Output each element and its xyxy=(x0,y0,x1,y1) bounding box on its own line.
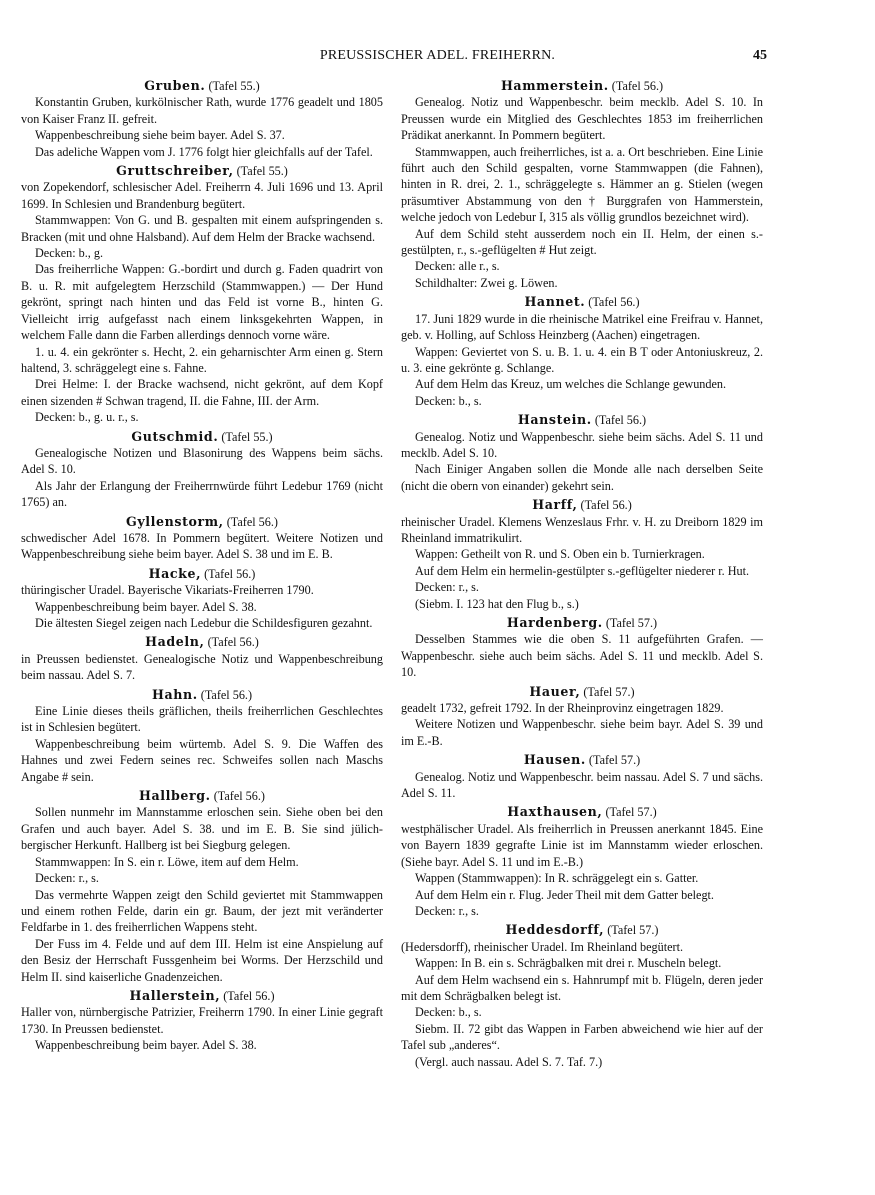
entry xyxy=(21,514,383,563)
entry-paragraph: Wappen (Stammwappen): In R. schräggelegt ein s. Gatter. xyxy=(415,871,699,886)
tafel-reference: (Tafel 56.) xyxy=(200,687,253,702)
tafel-reference: (Tafel 56.) xyxy=(588,295,640,310)
entry-paragraph: 1. u. 4. ein gekrönter s. Hecht, 2. ein geharnischter Arm einen g. Stern haltend, 3. schräggelegt eine s. Fahne. xyxy=(21,344,383,375)
family-name: Hallberg. xyxy=(139,788,211,804)
entry xyxy=(21,163,383,426)
entry-paragraph: Wappen: In B. ein s. Schrägbalken mit drei r. Muscheln belegt. xyxy=(415,956,722,971)
entry-paragraph: Genealogische Notizen und Blasonirung des Wappens beim sächs. Adel S. 10. xyxy=(21,445,383,477)
entry-paragraph: Als Jahr der Erlangung der Freiherrnwürde führt Ledebur 1769 (nicht 1765) an. xyxy=(21,478,383,510)
entry xyxy=(21,566,383,632)
entry-heading xyxy=(401,922,763,938)
right-column xyxy=(401,75,763,1070)
entry-paragraph: Stammwappen: In S. ein r. Löwe, item auf dem Helm. xyxy=(35,854,299,869)
entry-paragraph: Decken: b., s. xyxy=(415,393,482,408)
tafel-reference: (Tafel 56.) xyxy=(207,635,259,650)
entry-paragraph: thüringischer Uradel. Bayerische Vikariats-Freiherren 1790. xyxy=(21,583,314,598)
entry xyxy=(21,429,383,511)
entry-paragraph: Decken: alle r., s. xyxy=(415,259,500,274)
entry xyxy=(21,687,383,785)
tafel-reference: (Tafel 57.) xyxy=(588,753,641,768)
family-name: Gruttschreiber, xyxy=(116,163,234,179)
entry-heading xyxy=(401,684,763,700)
page-header xyxy=(0,48,875,68)
entry-paragraph: Drei Helme: I. der Bracke wachsend, nicht gekrönt, auf dem Kopf einen sizenden # Schwan tragend, II. die Fahne, III. der Arm. xyxy=(21,377,383,408)
left-column xyxy=(21,75,383,1054)
entry xyxy=(401,615,763,681)
entry xyxy=(21,78,383,160)
entry-paragraph: Auf dem Helm ein r. Flug. Jeder Theil mit dem Gatter belegt. xyxy=(415,887,714,902)
tafel-reference: (Tafel 57.) xyxy=(605,805,657,820)
entry-paragraph: Decken: b., g. xyxy=(35,246,104,261)
entry-paragraph: Genealog. Notiz und Wappenbeschr. siehe beim sächs. Adel S. 11 und mecklb. Adel S. 10. xyxy=(401,429,763,460)
entry-paragraph: Auf dem Schild steht ausserdem noch ein II. Helm, der einen s.-gestülpten, r., s.-geflügelten # Hut zeigt. xyxy=(401,226,763,258)
family-name: Gutschmid. xyxy=(131,428,219,444)
entry-heading xyxy=(21,78,383,94)
running-title: PREUSSISCHER ADEL. FREIHERRN. xyxy=(319,48,556,63)
entry-paragraph: Haller von, nürnbergische Patrizier, Freiherrn 1790. In einer Linie gegraft 1730. In Preussen bedienstet. xyxy=(21,1005,383,1036)
tafel-reference: (Tafel 56.) xyxy=(213,789,265,804)
entry-paragraph: Auf dem Helm ein hermelin-gestülpter s.-geflügelter niederer r. Hut. xyxy=(415,563,750,578)
entry-paragraph: Stammwappen, auch freiherrliches, ist a. a. Ort beschrieben. Eine Linie führt auch den Schild gespalten, vorne Stammwappen (die Fahnen), hinten in R. drei, 2. 1., schräggelegte s. Hämmer an g. Stielen (wegen präsumtiver Abstammung von den † Burggrafen von Hammerstein, welche jedoch von Ledebur I, 315 als völlig grundlos bezeichnet wird). xyxy=(401,144,763,225)
entry-heading xyxy=(401,752,763,768)
entry-heading xyxy=(21,514,383,530)
entry-paragraph: Wappenbeschreibung beim würtemb. Adel S. 9. Die Waffen des Hahnes und zwei Federn seines rec. Schweifes sollen nach Maschs Angabe # sein. xyxy=(21,736,383,784)
tafel-reference: (Tafel 56.) xyxy=(226,514,278,529)
entry-paragraph: Wappenbeschreibung siehe beim bayer. Adel S. 37. xyxy=(35,128,285,143)
entry-heading xyxy=(21,163,383,179)
entry xyxy=(401,78,763,291)
family-name: Hallerstein, xyxy=(129,987,221,1003)
entry xyxy=(21,634,383,683)
entry-paragraph: Der Fuss im 4. Felde und auf dem III. Helm ist eine Anspielung auf den Besiz der Herrschaft Fussgenheim bei Worms. Der Herzschild und Helm II. sind kaiserliche Gnadenzeichen. xyxy=(21,936,383,984)
entry-heading xyxy=(21,687,383,703)
entry-paragraph: Die ältesten Siegel zeigen nach Ledebur die Schildesfiguren gezahnt. xyxy=(35,616,373,630)
tafel-reference: (Tafel 57.) xyxy=(583,684,635,699)
family-name: Hardenberg. xyxy=(506,615,603,630)
tafel-reference: (Tafel 56.) xyxy=(611,79,664,93)
entry xyxy=(401,412,763,494)
entry-paragraph: Decken: r., s. xyxy=(415,580,479,595)
entry-paragraph: Desselben Stammes wie die oben S. 11 aufgeführten Grafen. — Wappenbeschr. siehe auch beim sächs. Adel S. 11 und mecklb. Adel S. 10. xyxy=(401,632,763,680)
family-name: Heddesdorff, xyxy=(505,922,605,938)
tafel-reference: (Tafel 56.) xyxy=(204,566,256,581)
tafel-reference: (Tafel 57.) xyxy=(605,616,658,630)
family-name: Hauer, xyxy=(529,683,581,699)
entry-paragraph: Eine Linie dieses theils gräflichen, theils freiherrlichen Geschlechtes ist in Schlesien begütert. xyxy=(21,704,383,735)
tafel-reference: (Tafel 55.) xyxy=(236,164,288,179)
entry-paragraph: (Siebm. I. 123 hat den Flug b., s.) xyxy=(415,596,579,611)
tafel-reference: (Tafel 56.) xyxy=(223,988,275,1003)
entry-paragraph: von Zopekendorf, schlesischer Adel. Freiherrn 4. Juli 1696 und 13. April 1699. In Schlesien und Brandenburg begütert. xyxy=(21,180,383,211)
entry xyxy=(401,497,763,612)
entry-paragraph: Stammwappen: Von G. und B. gespalten mit einem aufspringenden s. Bracken (mit und ohne Halsband). Auf dem Helm der Bracke wachsend. xyxy=(21,213,383,244)
tafel-reference: (Tafel 56.) xyxy=(580,498,632,513)
entry-heading xyxy=(401,615,763,631)
entry-paragraph: Decken: b., s. xyxy=(415,1005,482,1020)
entry-paragraph: Weitere Notizen und Wappenbeschr. siehe beim bayr. Adel S. 39 und im E.-B. xyxy=(401,717,763,748)
entry-paragraph: Wappenbeschreibung beim bayer. Adel S. 38. xyxy=(35,599,257,614)
entry-paragraph: Wappen: Geviertet von S. u. B. 1. u. 4. ein B T oder Antoniuskreuz, 2. u. 3. eine gekrönte g. Schlange. xyxy=(401,344,763,375)
entry-paragraph: (Vergl. auch nassau. Adel S. 7. Taf. 7.) xyxy=(415,1054,603,1069)
family-name: Gruben. xyxy=(144,78,206,93)
entry-heading xyxy=(21,429,383,445)
family-name: Hannet. xyxy=(524,294,586,310)
entry-heading xyxy=(401,78,763,94)
entry-paragraph: Siebm. II. 72 gibt das Wappen in Farben abweichend wie hier auf der Tafel sub „anderes“. xyxy=(401,1021,763,1053)
entry-paragraph: Decken: b., g. u. r., s. xyxy=(35,410,139,425)
family-name: Hanstein. xyxy=(517,412,592,428)
entry-paragraph: (Hedersdorff), rheinischer Uradel. Im Rheinland begütert. xyxy=(401,939,684,954)
entry-heading xyxy=(21,566,383,582)
entry xyxy=(401,752,763,801)
tafel-reference: (Tafel 57.) xyxy=(607,923,659,938)
family-name: Hahn. xyxy=(151,686,198,702)
tafel-reference: (Tafel 55.) xyxy=(208,79,260,93)
entry-paragraph: Wappen: Getheilt von R. und S. Oben ein b. Turnierkragen. xyxy=(415,547,705,562)
entry-heading xyxy=(21,988,383,1004)
entry-heading xyxy=(401,497,763,513)
entry-paragraph: Konstantin Gruben, kurkölnischer Rath, wurde 1776 geadelt und 1805 von Kaiser Franz II. gefreit. xyxy=(21,95,383,126)
page-number: 45 xyxy=(753,48,767,63)
entry-paragraph: Schildhalter: Zwei g. Löwen. xyxy=(415,275,558,290)
entry-heading xyxy=(21,634,383,650)
entry xyxy=(401,922,763,1070)
entry-paragraph: Das freiherrliche Wappen: G.-bordirt und durch g. Faden quadrirt von B. u. R. mit aufgelegtem Herzschild (Stammwappen.) — Der Hund gekrönt, springt nach hinten und das Feld ist vorne B., hinten G. Vielleicht irrig aufgefasst nach einem linksgekehrten Wappen, in welchem Falle dann die Farben allerdings dennoch vorne wäre. xyxy=(21,262,383,343)
entry xyxy=(401,294,763,409)
entry-paragraph: Nach Einiger Angaben sollen die Monde alle nach derselben Seite (nicht die obern von einander) gekehrt sein. xyxy=(401,462,763,493)
entry-paragraph: Genealog. Notiz und Wappenbeschr. beim mecklb. Adel S. 10. In Preussen wurde ein Mitglied des Geschlechtes 1853 im freiherrlichen Prädikat anerkannt. In Pommern begütert. xyxy=(401,95,763,143)
entry-paragraph: Auf dem Helm wachsend ein s. Hahnrumpf mit b. Flügeln, deren jeder mit dem Schrägbalken belegt ist. xyxy=(401,972,763,1003)
entry-paragraph: Auf dem Helm das Kreuz, um welches die Schlange gewunden. xyxy=(415,377,727,392)
entry-paragraph: westphälischer Uradel. Als freiherrlich in Preussen anerkannt 1845. Eine von Bayern 1839 gegrafte Linie ist im Mannstamm wieder erloschen. (Siehe bayr. Adel S. 11 und im E.-B.) xyxy=(401,821,763,869)
entry-heading xyxy=(401,294,763,310)
entry-paragraph: Das adeliche Wappen vom J. 1776 folgt hier gleichfalls auf der Tafel. xyxy=(35,144,373,159)
entry-paragraph: Sollen nunmehr im Mannstamme erloschen sein. Siehe oben bei den Grafen und auch bayer. Adel S. 38. und im E. B. Sie sind jülich-bergischer Herkunft. Hallberg ist bei Siegburg gelegen. xyxy=(21,805,383,853)
entry xyxy=(401,804,763,919)
entry-heading xyxy=(21,788,383,804)
entry-paragraph: geadelt 1732, gefreit 1792. In der Rheinprovinz eingetragen 1829. xyxy=(401,701,724,716)
family-name: Hacke, xyxy=(148,565,202,581)
entry-paragraph: rheinischer Uradel. Klemens Wenzeslaus Frhr. v. H. zu Dreiborn 1829 im Rheinland immatrikulirt. xyxy=(401,514,763,545)
entry xyxy=(21,988,383,1054)
family-name: Hausen. xyxy=(523,752,586,768)
tafel-reference: (Tafel 56.) xyxy=(594,413,647,428)
entry-paragraph: Wappenbeschreibung beim bayer. Adel S. 38. xyxy=(35,1038,257,1053)
entry-paragraph: 17. Juni 1829 wurde in die rheinische Matrikel eine Freifrau v. Hannet, geb. v. Holling, auf Schloss Heinzberg (Aachen) eingetragen. xyxy=(401,311,763,343)
entry-paragraph: Genealog. Notiz und Wappenbeschr. beim nassau. Adel S. 7 und sächs. Adel S. 11. xyxy=(401,769,763,801)
entry-paragraph: Decken: r., s. xyxy=(35,871,99,886)
tafel-reference: (Tafel 55.) xyxy=(221,429,273,444)
entry-heading xyxy=(401,804,763,820)
entry-paragraph: Decken: r., s. xyxy=(415,903,479,918)
entry-paragraph: Das vermehrte Wappen zeigt den Schild geviertet mit Stammwappen und einem rothen Felde, darin ein gr. Baum, der jezt mit veränderter Feldfarbe in 1. des freiherrlichen Wappens steht. xyxy=(21,887,383,935)
entry-heading xyxy=(401,412,763,428)
family-name: Hammerstein. xyxy=(500,78,609,93)
entry-paragraph: schwedischer Adel 1678. In Pommern begütert. Weitere Notizen und Wappenbeschreibung siehe beim bayer. Adel S. 38 und im E. B. xyxy=(21,530,383,562)
family-name: Harff, xyxy=(532,497,578,513)
entry-paragraph: in Preussen bedienstet. Genealogische Notiz und Wappenbeschreibung beim nassau. Adel S. 7. xyxy=(21,651,383,683)
family-name: Hadeln, xyxy=(145,634,205,650)
family-name: Haxthausen, xyxy=(507,804,603,820)
family-name: Gyllenstorm, xyxy=(126,513,224,529)
entry xyxy=(401,684,763,750)
entry xyxy=(21,788,383,985)
